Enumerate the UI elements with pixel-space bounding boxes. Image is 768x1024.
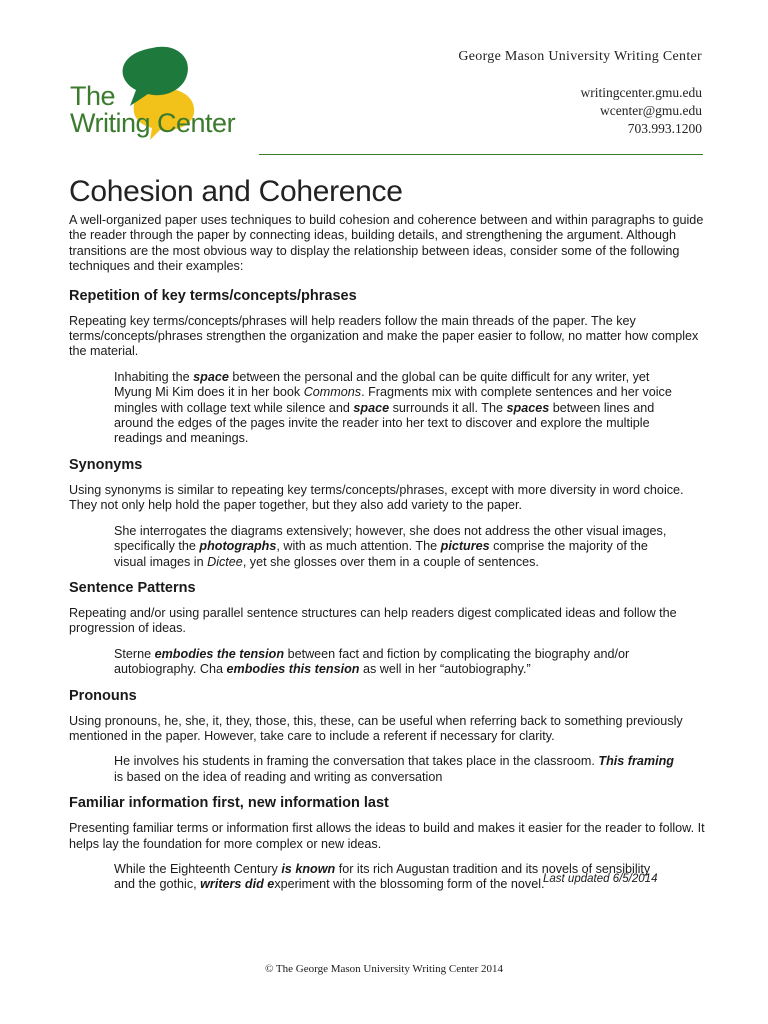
section-body: Presenting familiar terms or information first allows the ideas to build and makes it easier for the reader to follow. It helps lay the foundation for more complex or new ideas. <box>69 821 705 851</box>
emphasis-text: This framing <box>598 754 674 769</box>
logo-text-line2: Writing Center <box>70 108 236 138</box>
footer-copyright: © The George Mason University Writing Center 2014 <box>265 963 503 975</box>
example-text: between fact and fiction by complicating the biography and/or autobiography. Cha <box>114 646 630 677</box>
example-text: for its rich Augustan tradition and its novels of sensibility and the gothic, <box>114 861 651 892</box>
emphasis-text: embodies the tension <box>154 646 285 661</box>
last-updated: Last updated 6/5/2014 <box>543 873 658 885</box>
example-text: comprise the majority of the visual images in <box>114 539 648 569</box>
emphasis-text: writers did e <box>200 877 275 892</box>
example-text: surrounds it all. The <box>389 400 507 415</box>
example-text: Sterne <box>114 646 155 661</box>
example-text: , with as much attention. The <box>276 539 441 554</box>
emphasis-text: space <box>353 400 390 415</box>
section-example <box>69 370 674 447</box>
section-heading: Pronouns <box>69 687 137 704</box>
header-contact <box>458 48 702 138</box>
header-divider <box>259 154 703 155</box>
example-text: between the personal and the global can be quite difficult for any writer, yet Myung Mi Kim does it in her book <box>114 369 650 400</box>
example-text: , yet she glosses over them in a couple of sentences. <box>242 554 539 569</box>
section-body: Repeating key terms/concepts/phrases will help readers follow the main threads of the paper. The key terms/concepts/phrases strengthen the organization and make the paper easier to follow, no matter how complex the material. <box>69 313 699 359</box>
emphasis-text: embodies this tension <box>226 662 360 677</box>
section-example <box>69 524 674 570</box>
example-text: While the Eighteenth Century <box>114 861 282 876</box>
example-text: is based on the idea of reading and writing as conversation <box>114 769 443 784</box>
italic-text: Commons <box>303 385 362 400</box>
italic-text: Dictee <box>207 554 243 569</box>
example-text: between lines and around the edges of the pages invite the reader into her text to discover and explore the multiple readings and meanings. <box>114 400 655 446</box>
section-body: Repeating and/or using parallel sentence structures can help readers digest complicated ideas and follow the progression of ideas. <box>69 605 677 636</box>
phone-number: 703.993.1200 <box>627 121 702 136</box>
section-body: Using synonyms is similar to repeating key terms/concepts/phrases, except with more diversity in word choice. They not only help hold the paper together, but they also add variety to the paper. <box>69 482 684 513</box>
section-heading: Sentence Patterns <box>69 579 196 596</box>
emphasis-text: spaces <box>506 400 550 415</box>
section-repetition <box>69 288 709 447</box>
example-text: . Fragments mix with complete sentences and her voice mingles with collage text while silence and <box>114 385 672 415</box>
example-text: Inhabiting the <box>114 369 194 384</box>
section-example <box>69 754 674 785</box>
center-name: George Mason University Writing Center <box>458 49 702 64</box>
section-synonyms <box>69 457 709 570</box>
page-title: Cohesion and Coherence <box>69 175 403 208</box>
section-example <box>69 647 674 678</box>
emphasis-text: is known <box>281 861 336 876</box>
example-text: xperiment with the blossoming form of the novel. <box>274 877 545 892</box>
example-text: He involves his students in framing the conversation that takes place in the classroom. <box>114 754 599 769</box>
emphasis-text: space <box>193 369 229 384</box>
emphasis-text: photographs <box>199 539 277 554</box>
intro-paragraph: A well-organized paper uses techniques to build cohesion and coherence between and within paragraphs to guide the reader through the paper by connecting ideas, building details, and strengthening the argument. Although transitions are the most obvious way to display the relationship between ideas, consider some of the following techniques and their examples: <box>69 213 704 274</box>
logo-text-line1: The <box>70 81 116 111</box>
emphasis-text: pictures <box>440 539 490 554</box>
email-link[interactable]: wcenter@gmu.edu <box>599 103 702 118</box>
section-heading: Synonyms <box>69 456 143 473</box>
section-body: Using pronouns, he, she, it, they, those, this, these, can be useful when referring back to something previously mentioned in the paper. However, take care to include a referent if necessary for clarity. <box>69 713 683 743</box>
section-sentence-patterns <box>69 580 709 678</box>
section-pronouns <box>69 688 709 786</box>
section-heading: Familiar information first, new information last <box>69 795 389 812</box>
example-text: She interrogates the diagrams extensively; however, she does not address the other visual images, specifically the <box>114 523 667 554</box>
document-body <box>69 173 709 903</box>
example-text: as well in her “autobiography.” <box>359 662 531 677</box>
section-heading: Repetition of key terms/concepts/phrases <box>69 287 357 304</box>
writing-center-logo <box>66 46 256 148</box>
website-link[interactable]: writingcenter.gmu.edu <box>580 85 702 100</box>
